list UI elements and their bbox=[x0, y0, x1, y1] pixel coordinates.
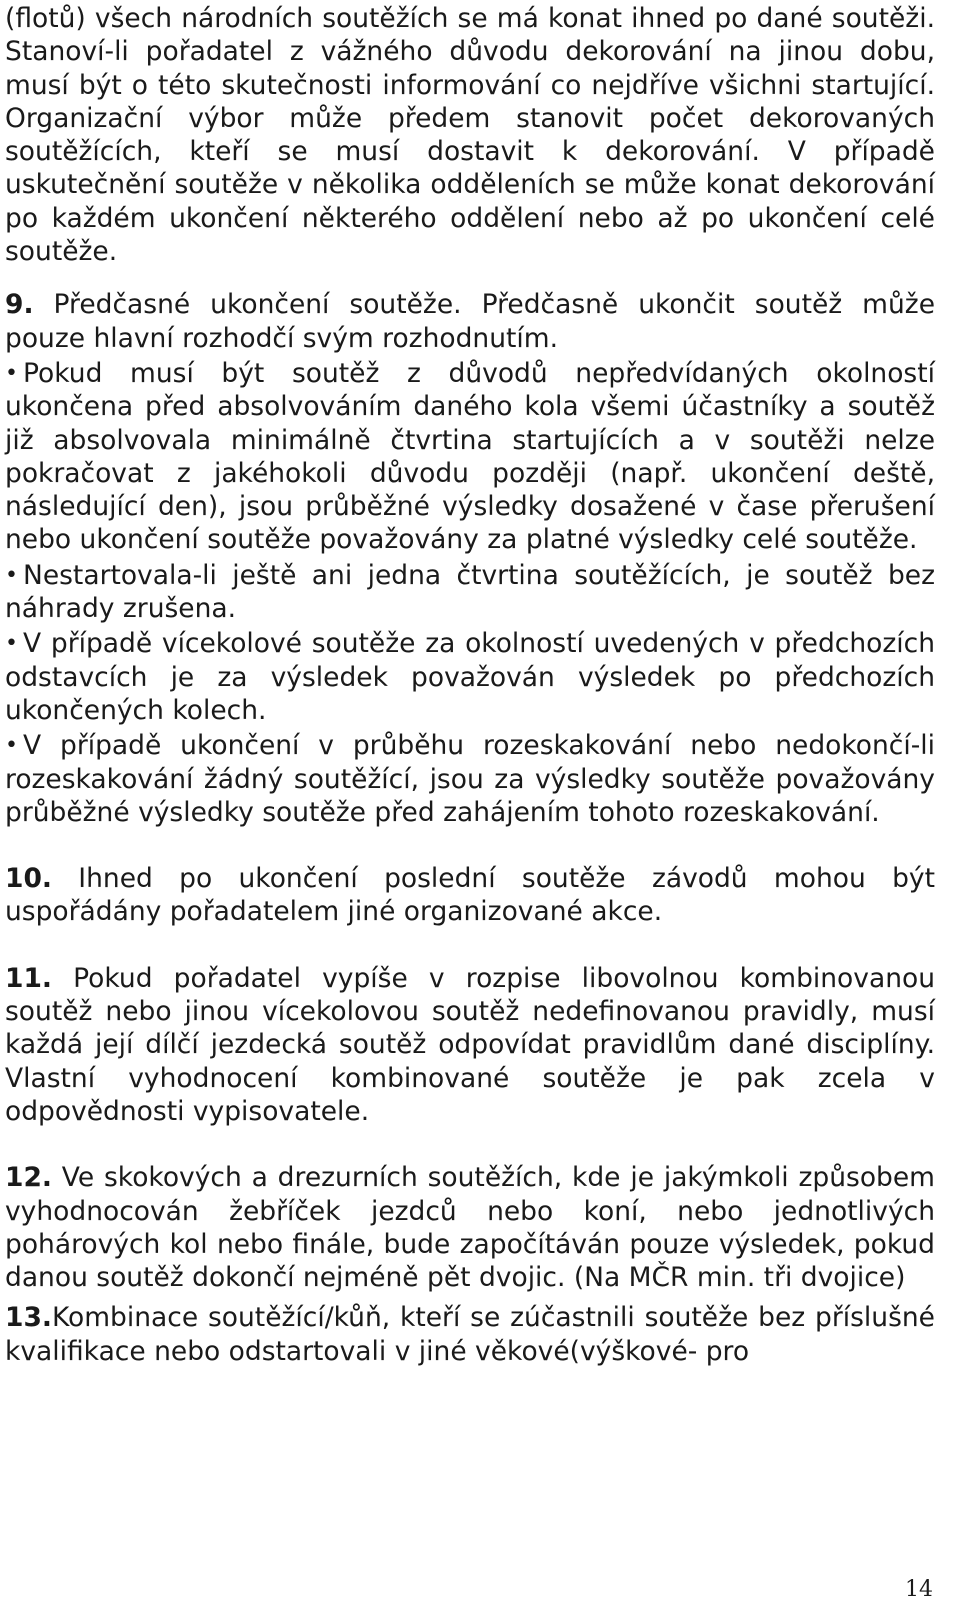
paragraph-number: 12. bbox=[5, 1162, 52, 1194]
paragraph-number: 10. bbox=[5, 863, 52, 895]
paragraph-11 bbox=[5, 962, 935, 1128]
paragraph-text: Kombinace soutěžící/kůň, kteří se zúčastnili soutěže bez příslušné kvalifikace nebo odstartovali v jiné věkové(výškové- pro bbox=[5, 1302, 935, 1367]
paragraph-9 bbox=[5, 288, 935, 355]
paragraph-decoration: (flotů) všech národních soutěžích se má konat ihned po dané soutěži. Stanoví-li pořadatel z vážného důvodu dekorování na jinou dobu, musí být o této skutečnosti informování co nejdříve všichni startující. Organizační výbor může předem stanovit počet dekorovaných soutěžících, kteří se musí dostavit k dekorování. V případě uskutečnění soutěže v několika odděleních se může konat dekorování po každém ukončení některého oddělení nebo až po ukončení celé soutěže. bbox=[5, 3, 935, 268]
bullet-icon: • bbox=[5, 631, 18, 657]
paragraph-number: 9. bbox=[5, 289, 34, 321]
paragraph-number: 11. bbox=[5, 962, 52, 994]
bullet-text: V případě ukončení v průběhu rozeskakování nebo nedokončí-li rozeskakování žádný soutěžící, jsou za výsledky soutěže považovány průběžné výsledky soutěže před zahájením tohoto rozeskakování. bbox=[5, 730, 935, 828]
paragraph-text: Ihned po ukončení poslední soutěže závodů mohou být uspořádány pořadatelem jiné organizované akce. bbox=[5, 863, 935, 928]
bullet-item bbox=[5, 627, 935, 727]
document-body bbox=[5, 2, 935, 1368]
bullet-item bbox=[5, 729, 935, 829]
page-number: 14 bbox=[905, 1577, 933, 1602]
paragraph-10 bbox=[5, 862, 935, 929]
bullet-item bbox=[5, 357, 935, 557]
bullet-icon: • bbox=[5, 733, 18, 759]
paragraph-text: Ve skokových a drezurních soutěžích, kde je jakýmkoli způsobem vyhodnocován žebříček jezdců nebo koní, nebo jednotlivých pohárových kol nebo finále, bude započítáván pouze výsledek, pokud danou soutěž dokončí nejméně pět dvojic. (Na MČR min. tři dvojice) bbox=[5, 1162, 935, 1294]
paragraph-12 bbox=[5, 1161, 935, 1294]
paragraph-number: 13. bbox=[5, 1302, 52, 1334]
bullet-item bbox=[5, 559, 935, 626]
paragraph-text: Pokud pořadatel vypíše v rozpise libovolnou kombinovanou soutěž nebo jinou vícekolovou soutěž nedefinovanou pravidly, musí každá její dílčí jezdecká soutěž odpovídat pravidlům dané disciplíny. Vlastní vyhodnocení kombinované soutěže je pak zcela v odpovědnosti vypisovatele. bbox=[5, 962, 935, 1127]
bullet-icon: • bbox=[5, 360, 18, 386]
bullet-text: Pokud musí být soutěž z důvodů nepředvídaných okolností ukončena před absolvováním daného kola všemi účastníky a soutěž již absolvovala minimálně čtvrtina startujících a v soutěži nelze pokračovat z jakéhokoli důvodu později (např. ukončení deště, následující den), jsou průběžné výsledky dosažené v čase přerušení nebo ukončení soutěže považovány za platné výsledky celé soutěže. bbox=[5, 357, 935, 556]
bullet-text: Nestartovala-li ještě ani jedna čtvrtina soutěžících, je soutěž bez náhrady zrušena. bbox=[5, 559, 935, 625]
paragraph-13 bbox=[5, 1301, 935, 1368]
bullet-text: V případě vícekolové soutěže za okolností uvedených v předchozích odstavcích je za výsledek považován výsledek po předchozích ukončených kolech. bbox=[5, 628, 935, 726]
paragraph-text: Předčasné ukončení soutěže. Předčasně ukončit soutěž může pouze hlavní rozhodčí svým rozhodnutím. bbox=[5, 289, 935, 354]
bullet-icon: • bbox=[5, 562, 18, 588]
